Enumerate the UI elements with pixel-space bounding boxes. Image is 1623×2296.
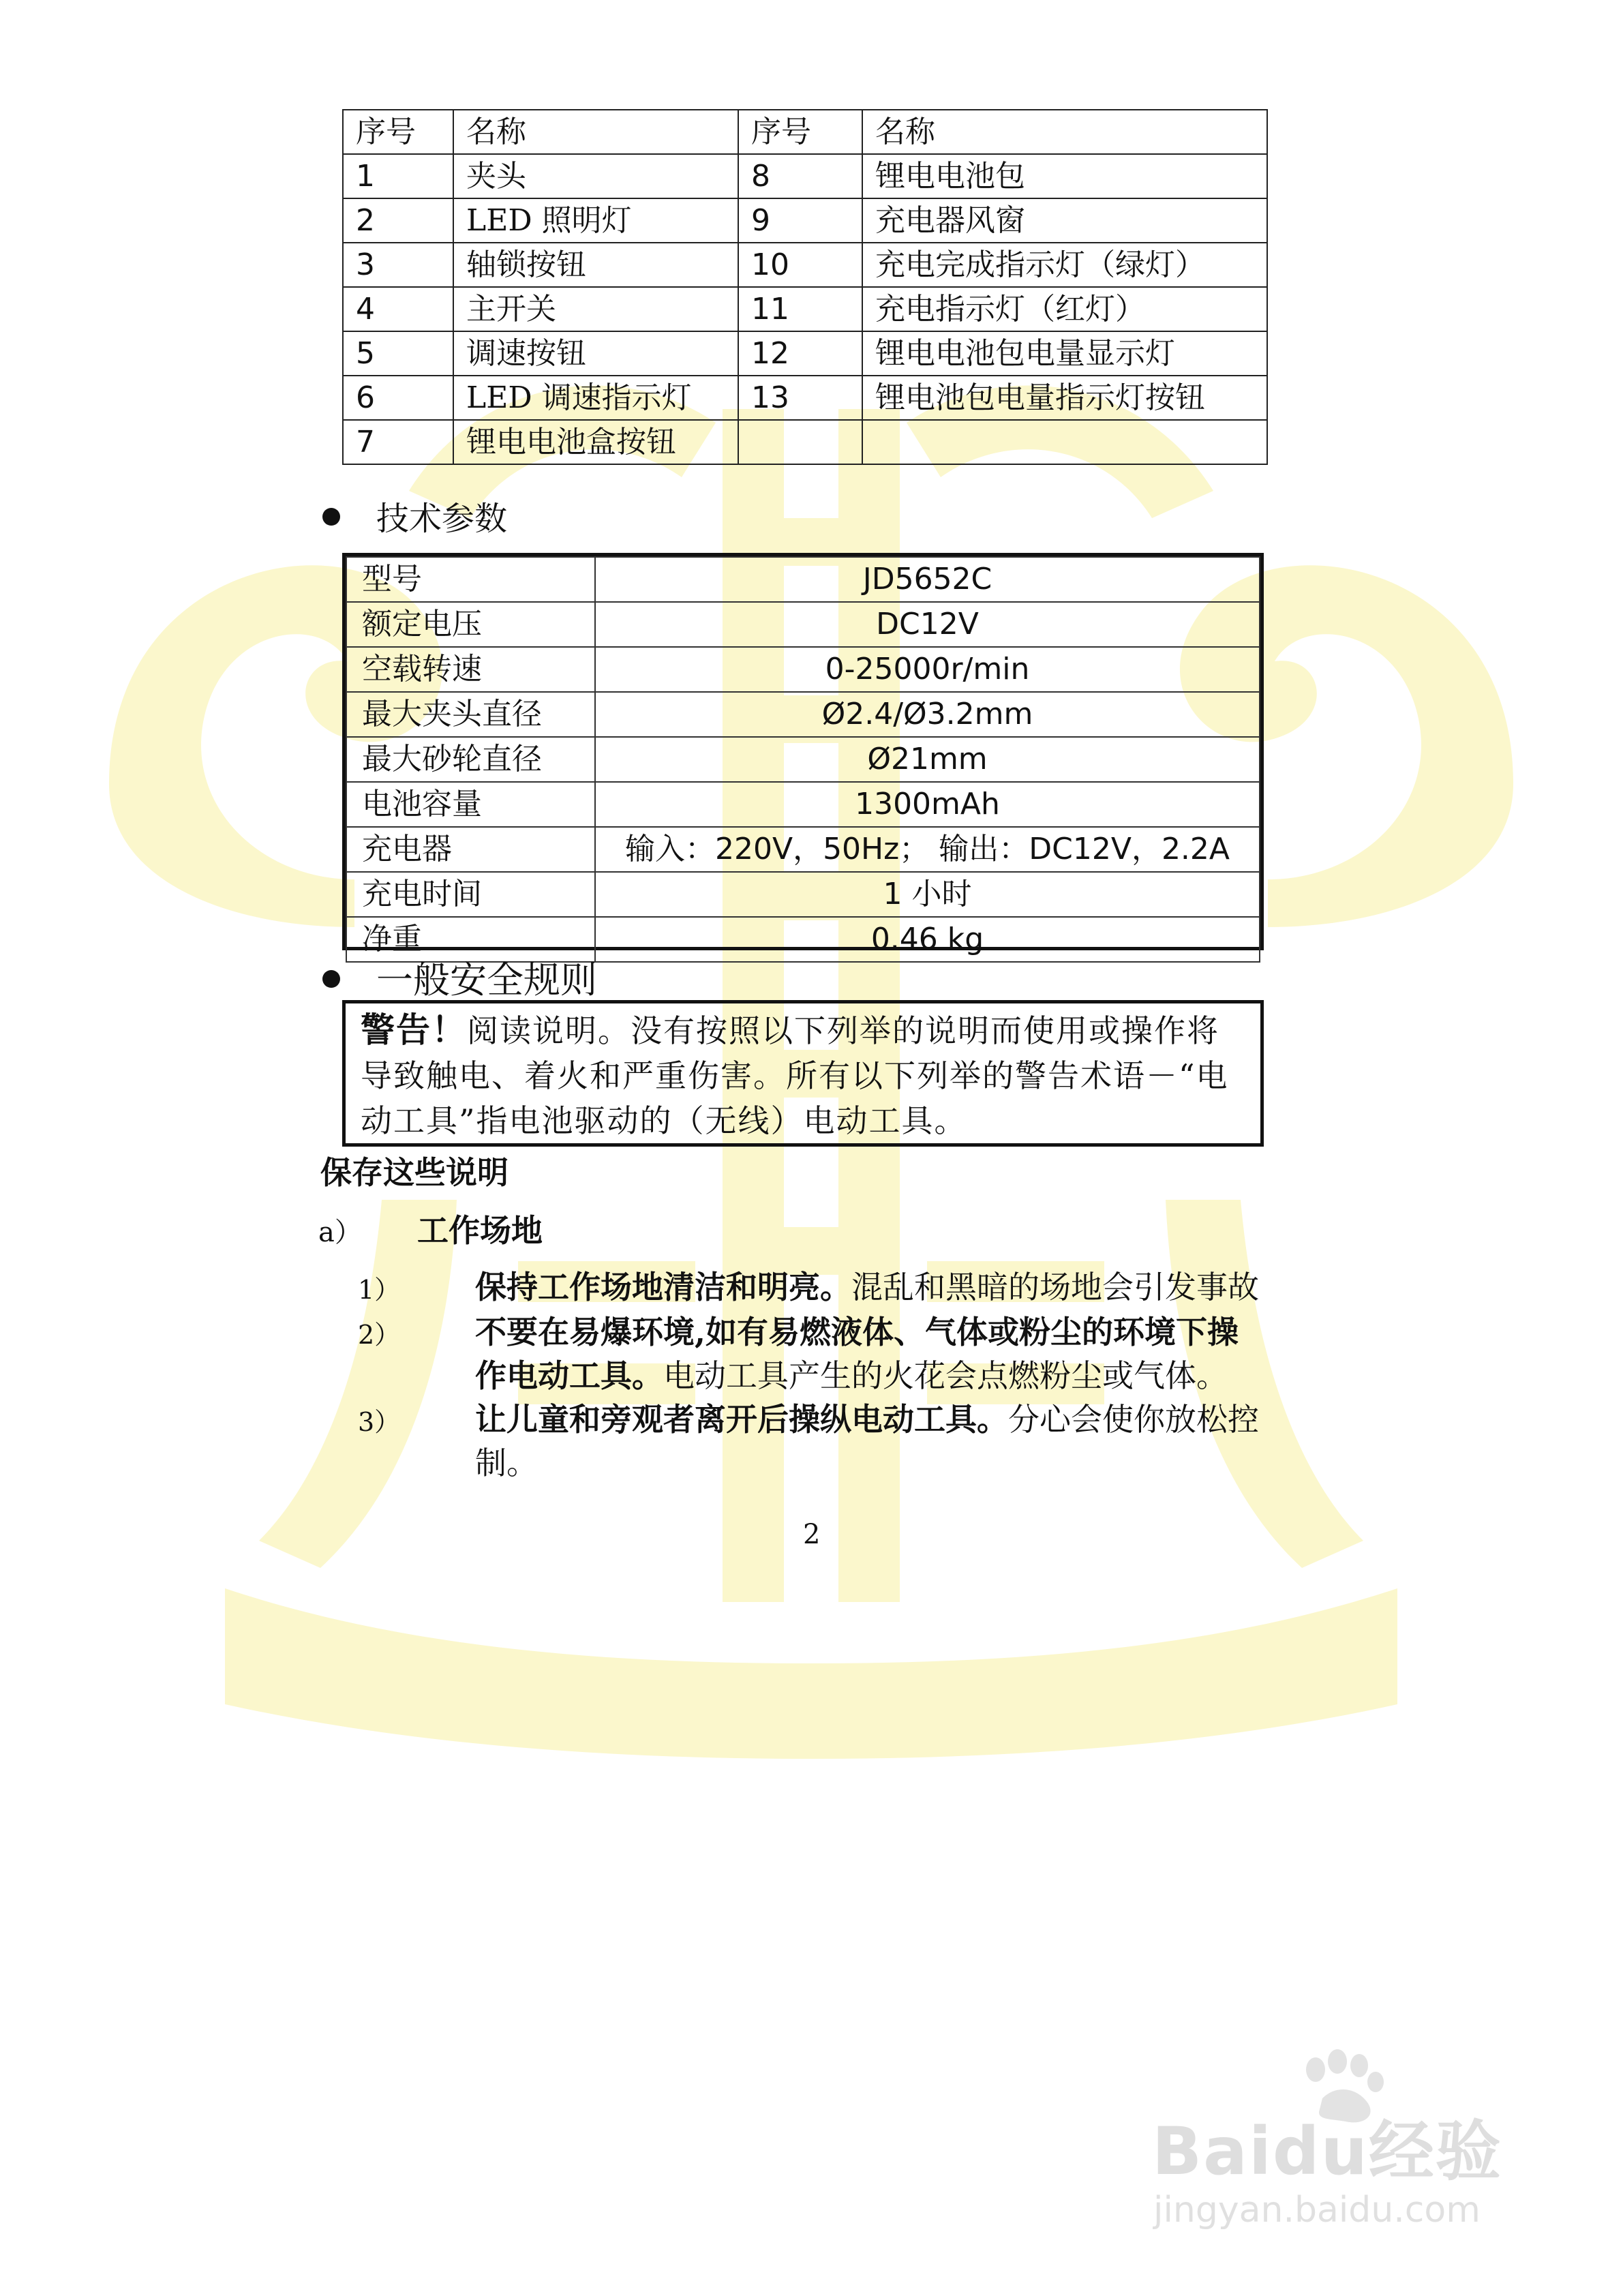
table-row bbox=[346, 872, 1260, 917]
part-number bbox=[738, 420, 862, 464]
spec-value bbox=[595, 827, 1260, 872]
list-item bbox=[475, 1355, 1228, 1396]
list-item bbox=[475, 1267, 1259, 1308]
table-row bbox=[346, 602, 1260, 647]
part-number: 1 bbox=[343, 154, 453, 198]
spec-value: 0-25000r/min bbox=[595, 647, 1260, 692]
table-row bbox=[346, 557, 1260, 602]
part-name: 充电指示灯（红灯） bbox=[862, 287, 1267, 331]
part-name: 充电完成指示灯（绿灯） bbox=[862, 243, 1267, 287]
spec-value: Ø21mm bbox=[595, 737, 1260, 782]
spec-value: 0.46 kg bbox=[595, 917, 1260, 962]
table-row bbox=[343, 198, 1267, 243]
page-number: 2 bbox=[803, 1519, 821, 1550]
spec-key: 电池容量 bbox=[346, 782, 595, 827]
item-bold-text: 保持工作场地清洁和明亮。 bbox=[475, 1269, 851, 1305]
spec-key: 最大砂轮直径 bbox=[346, 737, 595, 782]
part-name: 锂电电池包电量显示灯 bbox=[862, 331, 1267, 376]
spec-key: 空载转速 bbox=[346, 647, 595, 692]
part-name: 轴锁按钮 bbox=[453, 243, 738, 287]
table-row bbox=[346, 827, 1260, 872]
table-row bbox=[343, 420, 1267, 464]
part-number: 8 bbox=[738, 154, 862, 198]
table-row bbox=[343, 243, 1267, 287]
watermark-url: jingyan.baidu.com bbox=[1153, 2190, 1481, 2231]
spec-key: 型号 bbox=[346, 557, 595, 602]
item-bold-text: 不要在易爆环境,如有易燃液体、气体或粉尘的环境下操 bbox=[475, 1314, 1239, 1350]
part-number: 4 bbox=[343, 287, 453, 331]
item-text: 分心会使你放松控 bbox=[1008, 1401, 1259, 1438]
table-row bbox=[343, 287, 1267, 331]
part-number: 13 bbox=[738, 376, 862, 420]
bullet-icon bbox=[322, 508, 340, 526]
part-name: LED 照明灯 bbox=[453, 198, 738, 243]
part-number: 9 bbox=[738, 198, 862, 243]
watermark-brand: Baidu经验 bbox=[1152, 2113, 1502, 2190]
parts-table-header bbox=[343, 110, 1267, 154]
header-no: 序号 bbox=[343, 110, 453, 154]
safety-rules-heading: 一般安全规则 bbox=[376, 958, 597, 1001]
table-row bbox=[343, 154, 1267, 198]
spec-key: 额定电压 bbox=[346, 602, 595, 647]
part-number: 12 bbox=[738, 331, 862, 376]
table-row bbox=[343, 376, 1267, 420]
item-bold-text: 作电动工具。 bbox=[475, 1357, 663, 1394]
parts-table bbox=[342, 109, 1268, 465]
spec-key: 充电器 bbox=[346, 827, 595, 872]
header-no: 序号 bbox=[738, 110, 862, 154]
part-name: 锂电电池盒按钮 bbox=[453, 420, 738, 464]
spec-key: 最大夹头直径 bbox=[346, 692, 595, 737]
part-number: 11 bbox=[738, 287, 862, 331]
charge-time-number: 1 bbox=[883, 877, 902, 911]
part-name: 充电器风窗 bbox=[862, 198, 1267, 243]
item-continuation: 制。 bbox=[475, 1445, 538, 1481]
item-marker: 1） bbox=[358, 1275, 401, 1305]
part-number: 3 bbox=[343, 243, 453, 287]
part-name: 主开关 bbox=[453, 287, 738, 331]
section-title: 工作场地 bbox=[417, 1212, 543, 1249]
table-row bbox=[346, 782, 1260, 827]
charger-output-label: 输出： bbox=[939, 832, 1029, 866]
spec-table bbox=[342, 553, 1264, 956]
item-text: 电动工具产生的火花会点燃粉尘或气体。 bbox=[663, 1357, 1228, 1394]
spec-key: 充电时间 bbox=[346, 872, 595, 917]
save-instructions-heading: 保存这些说明 bbox=[320, 1154, 509, 1191]
part-number: 2 bbox=[343, 198, 453, 243]
table-row bbox=[343, 331, 1267, 376]
item-marker: 3） bbox=[358, 1407, 401, 1437]
charge-time-unit: 小时 bbox=[911, 877, 972, 911]
part-name: 夹头 bbox=[453, 154, 738, 198]
header-name: 名称 bbox=[453, 110, 738, 154]
header-name: 名称 bbox=[862, 110, 1267, 154]
item-bold-text: 让儿童和旁观者离开后操纵电动工具。 bbox=[475, 1401, 1008, 1438]
spec-value: Ø2.4/Ø3.2mm bbox=[595, 692, 1260, 737]
spec-value: DC12V bbox=[595, 602, 1260, 647]
part-number: 7 bbox=[343, 420, 453, 464]
item-text: 混乱和黑暗的场地会引发事故 bbox=[851, 1269, 1259, 1305]
charger-output-value: DC12V，2.2A bbox=[1029, 832, 1230, 866]
warning-text: 阅读说明。没有按照以下列举的说明而使用或操作将导致触电、着火和严重伤害。所有以下列举的警告术语－“电动工具”指电池驱动的（无线）电动工具。 bbox=[361, 1012, 1229, 1139]
part-name: 锂电池包电量指示灯按钮 bbox=[862, 376, 1267, 420]
spec-value: JD5652C bbox=[595, 557, 1260, 602]
tech-params-heading: 技术参数 bbox=[376, 500, 508, 538]
part-name: LED 调速指示灯 bbox=[453, 376, 738, 420]
item-marker: 2） bbox=[358, 1320, 401, 1350]
table-row bbox=[346, 647, 1260, 692]
part-name: 锂电电池包 bbox=[862, 154, 1267, 198]
part-number: 10 bbox=[738, 243, 862, 287]
part-number: 5 bbox=[343, 331, 453, 376]
part-name bbox=[862, 420, 1267, 464]
warning-label: 警告！ bbox=[361, 1010, 467, 1050]
spec-key: 净重 bbox=[346, 917, 595, 962]
table-row bbox=[346, 737, 1260, 782]
charger-input-label: 输入： bbox=[624, 832, 715, 866]
spec-value bbox=[595, 872, 1260, 917]
section-marker: a） bbox=[318, 1217, 362, 1248]
charger-input-value: 220V，50Hz； bbox=[714, 832, 930, 866]
bullet-icon bbox=[322, 970, 340, 988]
part-name: 调速按钮 bbox=[453, 331, 738, 376]
spec-value: 1300mAh bbox=[595, 782, 1260, 827]
list-item bbox=[475, 1399, 1259, 1440]
table-row bbox=[346, 692, 1260, 737]
part-number: 6 bbox=[343, 376, 453, 420]
warning-box bbox=[342, 1000, 1264, 1147]
